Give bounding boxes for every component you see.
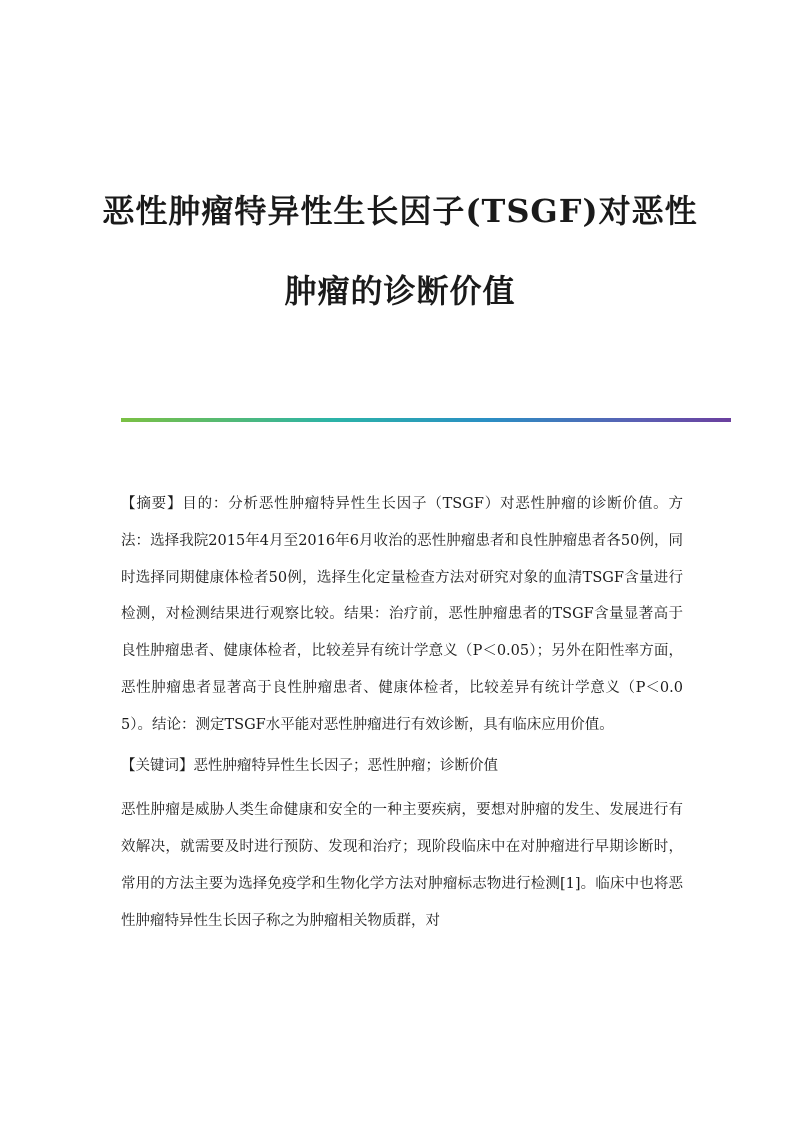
- document-title-line-1: 恶性肿瘤特异性生长因子(TSGF)对恶性: [102, 192, 698, 230]
- document-body: [121, 486, 683, 944]
- keywords-paragraph: 【关键词】恶性肿瘤特异性生长因子；恶性肿瘤；诊断价值: [121, 757, 498, 774]
- gradient-divider: [121, 418, 731, 422]
- abstract-paragraph: 【摘要】目的：分析恶性肿瘤特异性生长因子（TSGF）对恶性肿瘤的诊断价值。方法：选择我院2015年4月至2016年6月收治的恶性肿瘤患者和良性肿瘤患者各50例，同时选择同期健康体检者50例，选择生化定量检查方法对研究对象的血清TSGF含量进行检测，对检测结果进行观察比较。结果：治疗前，恶性肿瘤患者的TSGF含量显著高于良性肿瘤患者、健康体检者，比较差异有统计学意义（P＜0.05）；另外在阳性率方面，恶性肿瘤患者显著高于良性肿瘤患者、健康体检者，比较差异有统计学意义（P＜0.05）。结论：测定TSGF水平能对恶性肿瘤进行有效诊断，具有临床应用价值。: [121, 496, 683, 733]
- document-title-line-2: 肿瘤的诊断价值: [284, 272, 516, 310]
- body-paragraph: 恶性肿瘤是威胁人类生命健康和安全的一种主要疾病，要想对肿瘤的发生、发展进行有效解决，就需要及时进行预防、发现和治疗；现阶段临床中在对肿瘤进行早期诊断时，常用的方法主要为选择免疫学和生物化学方法对肿瘤标志物进行检测[1]。临床中也将恶性肿瘤特异性生长因子称之为肿瘤相关物质群，对: [121, 802, 683, 929]
